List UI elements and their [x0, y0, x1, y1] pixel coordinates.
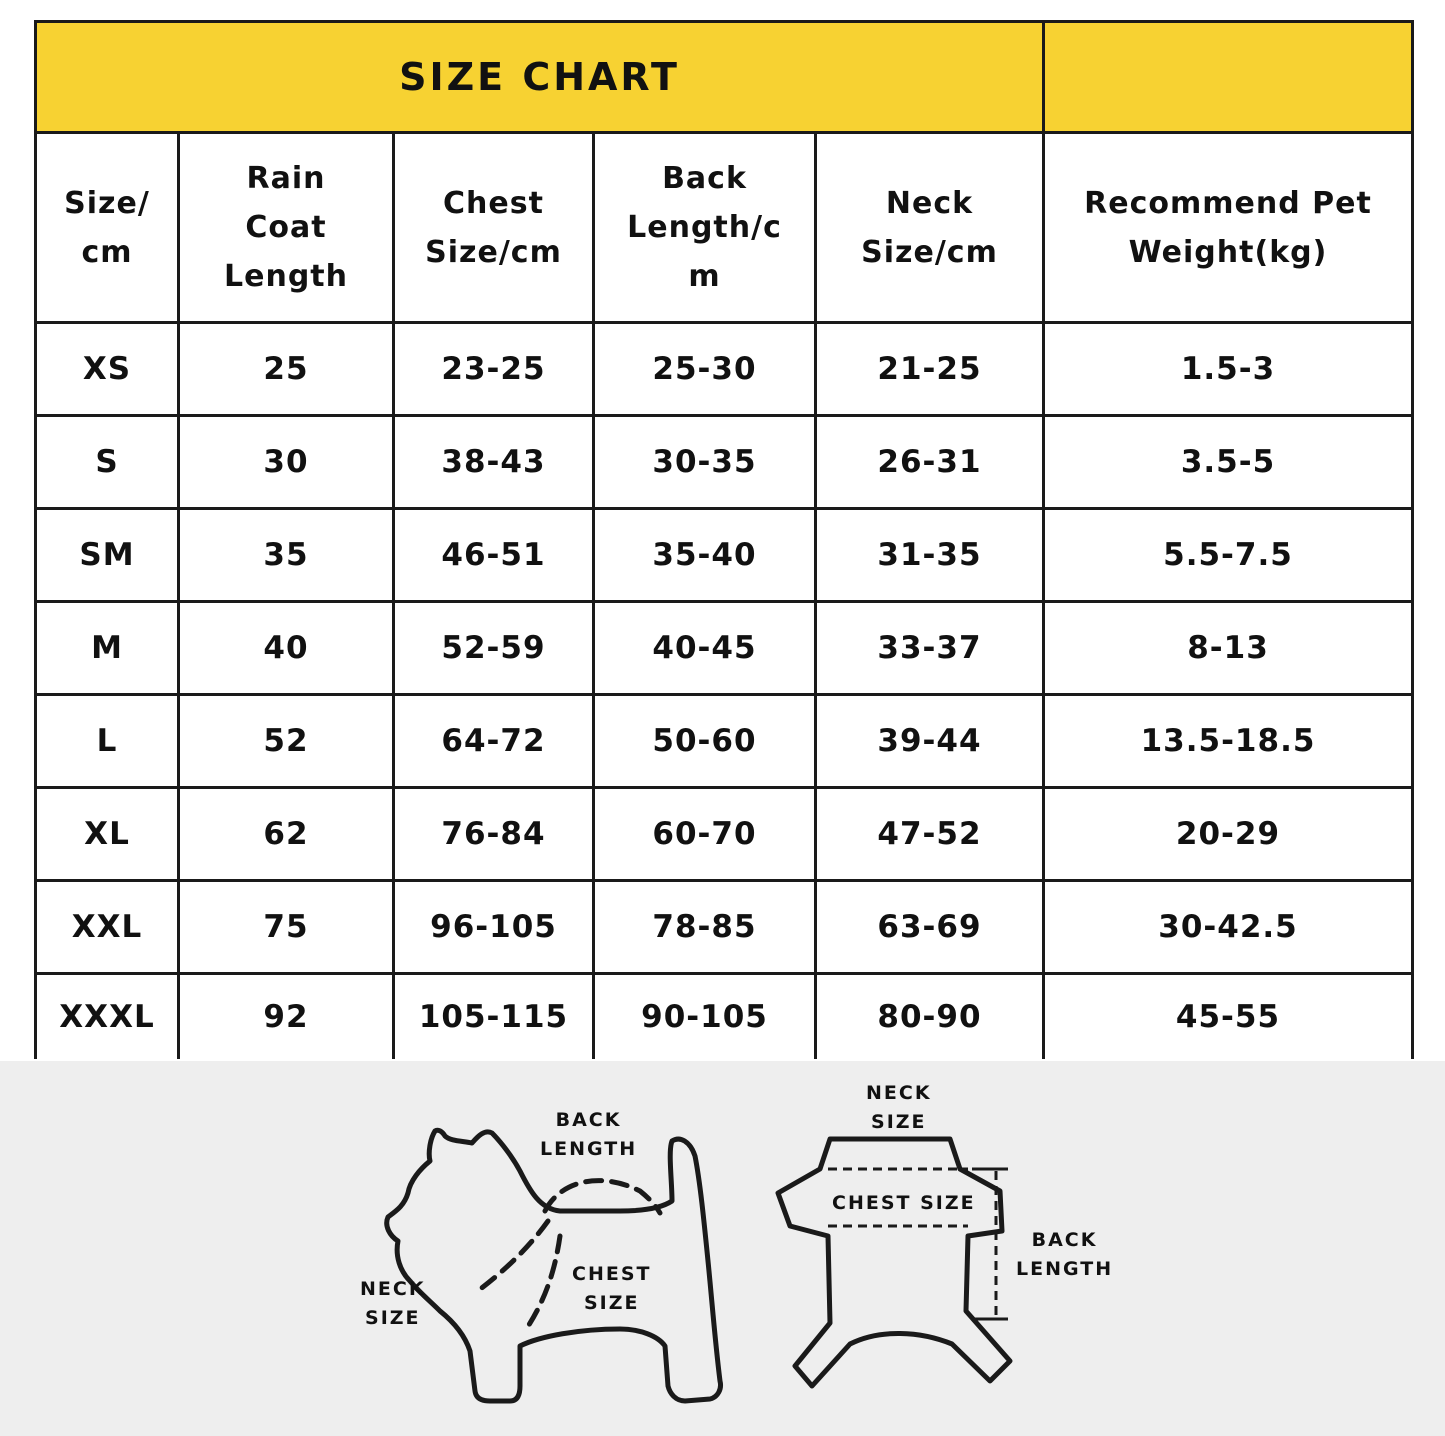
cell-chest-size: 23-25: [394, 323, 594, 416]
coat-back-length-label: BACK LENGTH: [1016, 1229, 1114, 1280]
dog-back-length-label: BACK LENGTH: [540, 1109, 638, 1160]
measurement-illustration: [0, 1061, 1445, 1436]
cell-back-length: 30-35: [594, 416, 816, 509]
neck-size-dashed-line: [475, 1221, 548, 1293]
cell-size: S: [36, 416, 179, 509]
cell-rain-coat-length: 92: [179, 974, 394, 1060]
table-row: [36, 881, 1413, 974]
cell-rain-coat-length: 40: [179, 602, 394, 695]
cell-neck-size: 26-31: [816, 416, 1044, 509]
cell-rain-coat-length: 75: [179, 881, 394, 974]
cell-size: M: [36, 602, 179, 695]
header-size: Size/ cm: [36, 133, 179, 323]
cell-pet-weight: 13.5-18.5: [1044, 695, 1413, 788]
cell-back-length: 40-45: [594, 602, 816, 695]
header-chest-size: Chest Size/cm: [394, 133, 594, 323]
cell-size: XXXL: [36, 974, 179, 1060]
cell-size: XXL: [36, 881, 179, 974]
cell-back-length: 25-30: [594, 323, 816, 416]
cell-size: XL: [36, 788, 179, 881]
title-blank-cell: [1044, 22, 1413, 133]
title-row: [36, 22, 1413, 133]
header-back-length: Back Length/c m: [594, 133, 816, 323]
cell-neck-size: 33-37: [816, 602, 1044, 695]
cell-pet-weight: 8-13: [1044, 602, 1413, 695]
chart-title: SIZE CHART: [36, 22, 1044, 133]
cell-pet-weight: 3.5-5: [1044, 416, 1413, 509]
table-row: [36, 602, 1413, 695]
table-row: [36, 323, 1413, 416]
cell-chest-size: 76-84: [394, 788, 594, 881]
cell-pet-weight: 5.5-7.5: [1044, 509, 1413, 602]
cell-rain-coat-length: 25: [179, 323, 394, 416]
table-row: [36, 695, 1413, 788]
cell-back-length: 90-105: [594, 974, 816, 1060]
cell-chest-size: 52-59: [394, 602, 594, 695]
cell-back-length: 60-70: [594, 788, 816, 881]
cell-rain-coat-length: 35: [179, 509, 394, 602]
cell-neck-size: 21-25: [816, 323, 1044, 416]
dog-neck-size-label: NECK SIZE: [360, 1278, 426, 1329]
table-row: [36, 509, 1413, 602]
cell-pet-weight: 45-55: [1044, 974, 1413, 1060]
cell-back-length: 50-60: [594, 695, 816, 788]
header-row: [36, 133, 1413, 323]
cell-pet-weight: 1.5-3: [1044, 323, 1413, 416]
table-row: [36, 974, 1413, 1060]
cell-chest-size: 96-105: [394, 881, 594, 974]
cell-size: L: [36, 695, 179, 788]
cell-neck-size: 39-44: [816, 695, 1044, 788]
cell-rain-coat-length: 52: [179, 695, 394, 788]
coat-outline: [778, 1139, 1010, 1386]
measurement-diagram: [0, 1061, 1445, 1436]
cell-rain-coat-length: 30: [179, 416, 394, 509]
header-rain-coat-length: Rain Coat Length: [179, 133, 394, 323]
cell-chest-size: 64-72: [394, 695, 594, 788]
header-recommend-weight: Recommend Pet Weight(kg): [1044, 133, 1413, 323]
cell-back-length: 78-85: [594, 881, 816, 974]
cell-neck-size: 31-35: [816, 509, 1044, 602]
cell-size: SM: [36, 509, 179, 602]
header-neck-size: Neck Size/cm: [816, 133, 1044, 323]
chest-size-dashed-line: [525, 1236, 560, 1331]
cell-rain-coat-length: 62: [179, 788, 394, 881]
coat-neck-size-label: NECK SIZE: [866, 1082, 932, 1133]
size-chart-table: [34, 20, 1414, 1059]
cell-neck-size: 63-69: [816, 881, 1044, 974]
cell-chest-size: 105-115: [394, 974, 594, 1060]
cell-neck-size: 47-52: [816, 788, 1044, 881]
cell-size: XS: [36, 323, 179, 416]
coat-chest-size-label: CHEST SIZE: [832, 1192, 976, 1214]
table-row: [36, 416, 1413, 509]
table-row: [36, 788, 1413, 881]
cell-chest-size: 38-43: [394, 416, 594, 509]
cell-chest-size: 46-51: [394, 509, 594, 602]
dog-chest-size-label: CHEST SIZE: [572, 1263, 652, 1314]
cell-back-length: 35-40: [594, 509, 816, 602]
cell-pet-weight: 20-29: [1044, 788, 1413, 881]
cell-neck-size: 80-90: [816, 974, 1044, 1060]
cell-pet-weight: 30-42.5: [1044, 881, 1413, 974]
